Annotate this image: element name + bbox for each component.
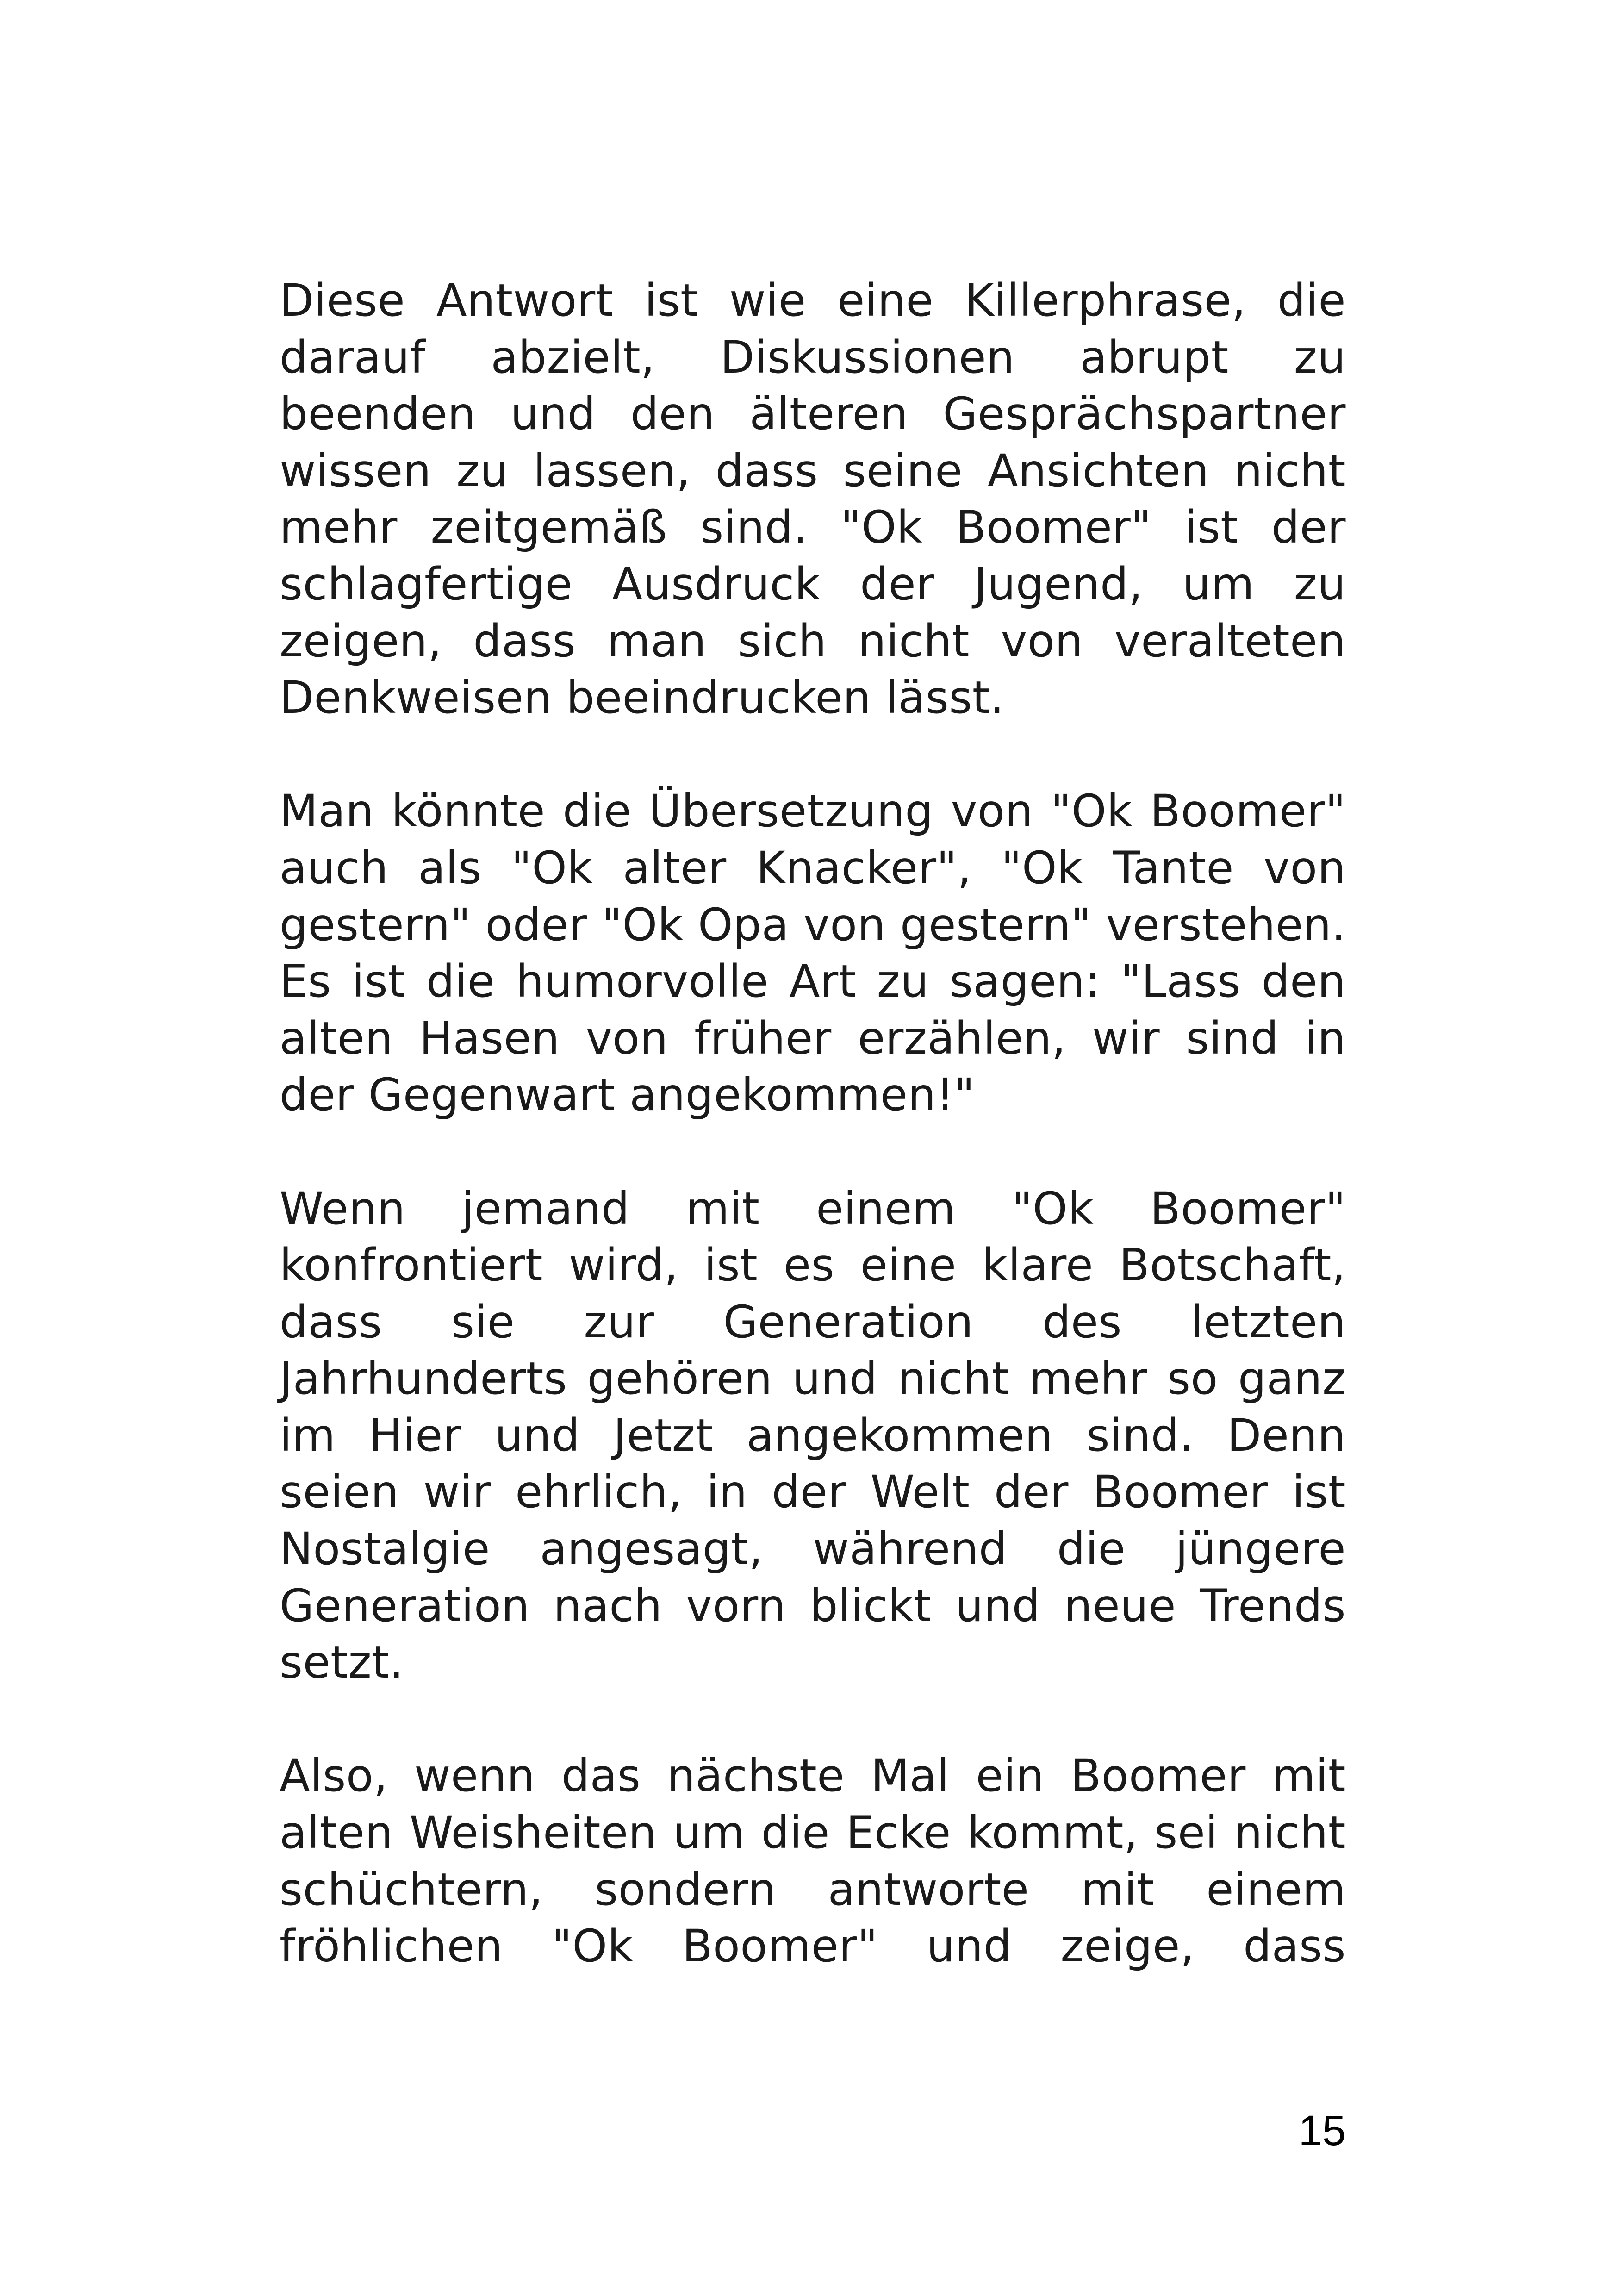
body-text [280, 272, 1346, 1975]
paragraph-3: Wenn jemand mit einem "Ok Boomer" konfrontiert wird, ist es eine klare Botschaft, dass sie zur Generation des letzten Jahrhunderts gehören und nicht mehr so ganz im Hier und Jetzt angekommen sind. Denn seien wir ehrlich, in der Welt der Boomer ist Nostalgie angesagt, während die jüngere Generation nach vorn blickt und neue Trends setzt. [280, 1182, 1346, 1689]
paragraph-4: Also, wenn das nächste Mal ein Boomer mit alten Weisheiten um die Ecke kommt, sei nicht schüchtern, sondern antworte mit einem fröhlichen "Ok Boomer" und zeige, dass [280, 1750, 1346, 1972]
paragraph-2: Man könnte die Übersetzung von "Ok Boomer" auch als "Ok alter Knacker", "Ok Tante von gestern" oder "Ok Opa von gestern" verstehen. Es ist die humorvolle Art zu sagen: "Lass den alten Hasen von früher erzählen, wir sind in der Gegenwart angekommen!" [280, 785, 1346, 1121]
paragraph-1: Diese Antwort ist wie eine Killerphrase, die darauf abzielt, Diskussionen abrupt zu beenden und den älteren Gesprächspartner wissen zu lassen, dass seine Ansichten nicht mehr zeitgemäß sind. "Ok Boomer" ist der schlagfertige Ausdruck der Jugend, um zu zeigen, dass man sich nicht von veralteten Denkweisen beeindrucken lässt. [280, 275, 1346, 724]
page-number: 15 [1298, 2107, 1346, 2154]
